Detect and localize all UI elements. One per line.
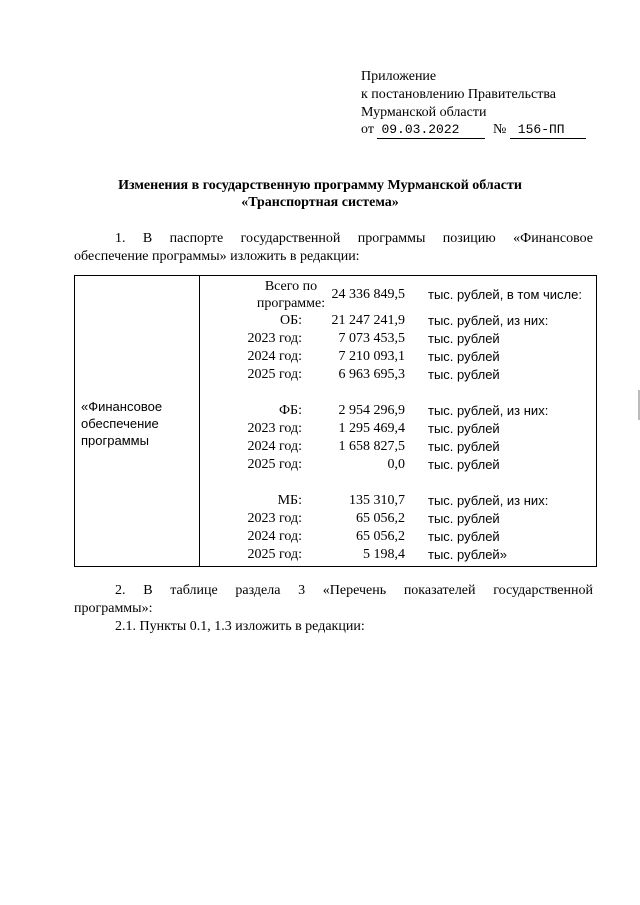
- total-value: 24 336 849,5: [331, 287, 405, 302]
- document-number: 156-ПП: [510, 121, 586, 139]
- source-label: МБ:: [277, 493, 302, 508]
- source-unit: тыс. рублей, из них:: [428, 493, 549, 508]
- total-label-line1: Всего по: [264, 279, 318, 294]
- source-unit: тыс. рублей, из них:: [428, 403, 549, 418]
- year-label: 2023 год:: [247, 421, 302, 436]
- left-cell-line: обеспечение: [81, 416, 159, 431]
- year-value: 0,0: [387, 457, 405, 472]
- year-value: 65 056,2: [356, 529, 405, 544]
- year-unit: тыс. рублей: [428, 367, 500, 382]
- document-title-line1: Изменения в государственную программу Мурманской области: [118, 178, 522, 193]
- year-label: 2024 год:: [247, 529, 302, 544]
- year-label: 2025 год:: [247, 547, 302, 562]
- left-cell-line: «Финансовое: [81, 399, 163, 414]
- year-unit: тыс. рублей: [428, 421, 500, 436]
- paragraph-1-line2: обеспечение программы» изложить в редакции:: [74, 249, 360, 264]
- year-unit: тыс. рублей»: [428, 547, 507, 562]
- table-row: [200, 402, 597, 420]
- total-row: [200, 286, 597, 304]
- table-row: [200, 456, 597, 474]
- year-unit: тыс. рублей: [428, 457, 500, 472]
- from-label: от: [361, 122, 374, 137]
- year-value: 7 210 093,1: [338, 349, 405, 364]
- financing-table: [74, 275, 597, 567]
- year-label: 2023 год:: [247, 331, 302, 346]
- source-value: 135 310,7: [349, 493, 405, 508]
- appendix-label: Приложение: [361, 69, 437, 84]
- table-row: [200, 330, 597, 348]
- table-row: [200, 492, 597, 510]
- year-unit: тыс. рублей: [428, 331, 500, 346]
- region-name: Мурманской области: [361, 105, 487, 120]
- year-unit: тыс. рублей: [428, 439, 500, 454]
- financing-position-cell: [81, 398, 162, 449]
- year-value: 1 658 827,5: [338, 439, 405, 454]
- year-value: 1 295 469,4: [338, 421, 405, 436]
- table-row: [200, 312, 597, 330]
- year-unit: тыс. рублей: [428, 349, 500, 364]
- year-value: 65 056,2: [356, 511, 405, 526]
- table-row: [200, 510, 597, 528]
- paragraph-3: 2.1. Пункты 0.1, 1.3 изложить в редакции:: [115, 619, 365, 634]
- paragraph-1-line1: 1. В паспорте государственной программы позицию «Финансовое: [115, 231, 593, 246]
- year-value: 5 198,4: [363, 547, 405, 562]
- source-label: ФБ:: [279, 403, 302, 418]
- source-value: 21 247 241,9: [331, 313, 405, 328]
- resolution-ref: к постановлению Правительства: [361, 87, 557, 102]
- table-row: [200, 420, 597, 438]
- table-row: [200, 366, 597, 384]
- year-label: 2025 год:: [247, 457, 302, 472]
- year-label: 2024 год:: [247, 349, 302, 364]
- year-value: 6 963 695,3: [338, 367, 405, 382]
- total-label-line2: программе:: [256, 296, 326, 311]
- year-value: 7 073 453,5: [338, 331, 405, 346]
- document-title-line2: «Транспортная система»: [241, 195, 399, 210]
- paragraph-2-line1: 2. В таблице раздела 3 «Перечень показателей государственной: [115, 583, 593, 598]
- table-row: [200, 348, 597, 366]
- year-label: 2024 год:: [247, 439, 302, 454]
- source-value: 2 954 296,9: [338, 403, 405, 418]
- table-row: [200, 546, 597, 564]
- paragraph-2-line2: программы»:: [74, 601, 153, 616]
- left-cell-line: программы: [81, 433, 149, 448]
- source-unit: тыс. рублей, из них:: [428, 313, 549, 328]
- table-row: [200, 528, 597, 546]
- document-date: 09.03.2022: [377, 121, 485, 139]
- year-unit: тыс. рублей: [428, 529, 500, 544]
- source-label: ОБ:: [279, 313, 302, 328]
- total-unit: тыс. рублей, в том числе:: [428, 287, 582, 302]
- year-label: 2025 год:: [247, 367, 302, 382]
- number-sign: №: [492, 122, 507, 137]
- date-number-line: [361, 121, 586, 139]
- table-row: [200, 438, 597, 456]
- year-label: 2023 год:: [247, 511, 302, 526]
- year-unit: тыс. рублей: [428, 511, 500, 526]
